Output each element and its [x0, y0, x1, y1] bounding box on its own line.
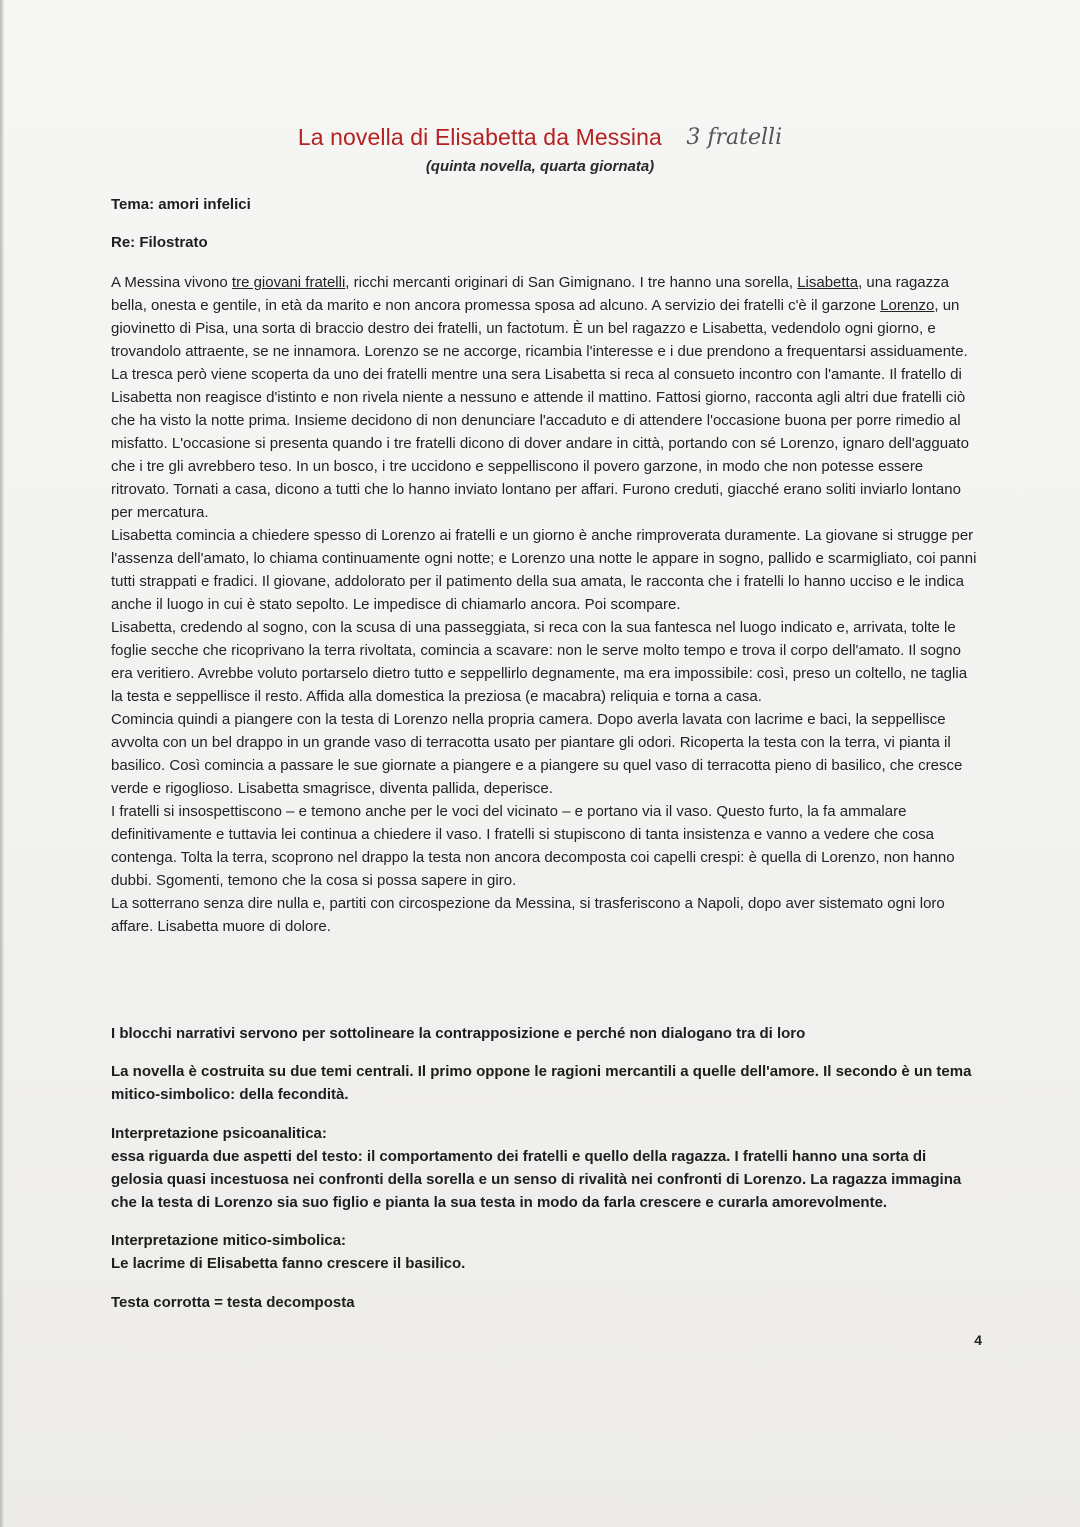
paragraph-5: Comincia quindi a piangere con la testa di Lorenzo nella propria camera. Dopo averla lavata con lacrime e baci, la seppellisce avvolta con un bel drappo in un grande vaso di terracotta usato per piantare gli odori. Ricoperta la testa con la terra, vi pianta il basilico. Così comincia a passare le sue giornate a piangere e a piangere su quel vaso di terracotta pieno di basilico, che cresce verde e rigoglioso. Lisabetta smagrisce, diventa pallida, deperisce. — [111, 711, 963, 797]
story-summary — [111, 271, 981, 938]
psychoanalytic-interpretation — [111, 1122, 981, 1214]
page-edge-shadow — [0, 0, 4, 1527]
section-text: essa riguarda due aspetti del testo: il comportamento dei fratelli e quello della ragazza. I fratelli hanno una sorta di gelosia quasi incestuosa nei confronti della sorella e un senso di rivalità nei confronti di Lorenzo. La ragazza immagina che la testa di Lorenzo sia suo figlio e pianta la sua testa in modo da farla crescere e curarla amorevolmente. — [111, 1148, 962, 1211]
document-title: La novella di Elisabetta da Messina — [297, 124, 662, 150]
title-row — [0, 124, 1080, 158]
underlined-text: Lorenzo — [880, 297, 935, 314]
paragraph-1 — [111, 271, 981, 363]
paragraph-4: Lisabetta, credendo al sogno, con la scusa di una passeggiata, si reca con la sua fantesca nel luogo indicato e, arrivata, tolte le foglie secche che ricoprivano la terra rivoltata, comincia a scavare: non le serve molto tempo e trova il corpo dell'amato. Il sogno era veritiero. Avrebbe voluto portarselo dietro tutto e seppellirlo degnamente, ma era impossibile: così, preso un coltello, ne taglia la testa e seppellisce il resto. Affida alla domestica la preziosa (e macabra) reliquia e torna a casa. — [111, 619, 968, 705]
mythic-symbolic-interpretation — [111, 1229, 981, 1275]
section-text: Le lacrime di Elisabetta fanno crescere il basilico. — [111, 1255, 466, 1272]
section-heading: Interpretazione mitico-simbolica: — [111, 1232, 347, 1249]
text-run: , un giovinetto di Pisa, una sorta di braccio destro dei fratelli, un factotum. È un bel ragazzo e Lisabetta, vedendolo ogni giorno, e trovandolo attraente, se ne innamora. Lorenzo se ne accorge, ricambia l'interesse e i due prendono a frequentarsi assiduamente. — [111, 297, 968, 360]
note-text: Testa corrotta = testa decomposta — [111, 1294, 355, 1311]
section-heading: Interpretazione psicoanalitica: — [111, 1125, 327, 1142]
page-number: 4 — [974, 1332, 982, 1348]
note-text: I blocchi narrativi servono per sottolineare la contrapposizione e perché non dialogano tra di loro — [111, 1025, 806, 1042]
paragraph-6: I fratelli si insospettiscono – e temono anche per le voci del vicinato – e portano via il vaso. Questo furto, la fa ammalare definitivamente e tuttavia lei continua a chiedere il vaso. I fratelli si stupiscono di tanta insistenza e vanno a vedere che cosa contenga. Tolta la terra, scoprono nel drappo la testa non ancora decomposta coi capelli crespi: è quella di Lorenzo, non hanno dubbi. Sgomenti, temono che la cosa si possa sapere in giro. — [111, 803, 955, 889]
text-run: , una ragazza bella, onesta e gentile, in età da marito e non ancora promessa sposa ad alcuno. A servizio dei fratelli c'è il garzone — [111, 274, 949, 314]
paragraph-3: Lisabetta comincia a chiedere spesso di Lorenzo ai fratelli e un giorno è anche rimproverata duramente. La giovane si strugge per l'assenza dell'amato, lo chiama continuamente ogni notte; e Lorenzo una notte le appare in sogno, pallido e scarmigliato, coi panni tutti strappati e fradici. Il giovane, addolorato per il patimento della sua amata, le racconta che i fratelli lo hanno ucciso e le indica anche il luogo in cui è stato sepolto. Le impedisce di chiamarlo ancora. Poi scompare. — [111, 527, 977, 613]
document-subtitle: (quinta novella, quarta giornata) — [425, 158, 655, 175]
tema-label: Tema: amori infelici — [111, 196, 251, 213]
note-text: La novella è costruita su due temi centrali. Il primo oppone le ragioni mercantili a quelle dell'amore. Il secondo è un tema mitico-simbolico: della fecondità. — [111, 1063, 972, 1103]
text-run: , ricchi mercanti originari di San Gimignano. I tre hanno una sorella, — [345, 274, 798, 291]
paragraph-2: La tresca però viene scoperta da uno dei fratelli mentre una sera Lisabetta si reca al consueto incontro con l'amante. Il fratello di Lisabetta non reagisce d'istinto e non rivela niente a nessuno e attende il mattino. Fattosi giorno, racconta agli altri due fratelli ciò che ha visto la notte prima. Insieme decidono di non denunciare l'accaduto e di attendere l'occasione buona per porre rimedio al misfatto. L'occasione si presenta quando i tre fratelli dicono di dover andare in città, portando con sé Lorenzo, ignaro dell'agguato che i tre gli avrebbero teso. In un bosco, i tre uccidono e seppelliscono il povero garzone, in modo che non potesse essere ritrovato. Tornati a casa, dicono a tutti che lo hanno inviato lontano per affari. Furono creduti, giacché erano soliti inviarlo lontano per mercatura. — [111, 366, 969, 521]
underlined-text: Lisabetta — [797, 274, 859, 291]
handwritten-note: 3 fratelli — [686, 125, 783, 150]
underlined-text: tre giovani fratelli — [231, 274, 346, 291]
testa-note — [111, 1291, 981, 1314]
text-run: A Messina vivono — [111, 274, 232, 291]
narrative-blocks-note — [111, 1022, 981, 1045]
central-themes-note — [111, 1060, 981, 1106]
re-label: Re: Filostrato — [111, 234, 208, 251]
paragraph-7: La sotterrano senza dire nulla e, partiti con circospezione da Messina, si trasferiscono a Napoli, dopo aver sistemato ogni loro affare. Lisabetta muore di dolore. — [111, 895, 945, 935]
